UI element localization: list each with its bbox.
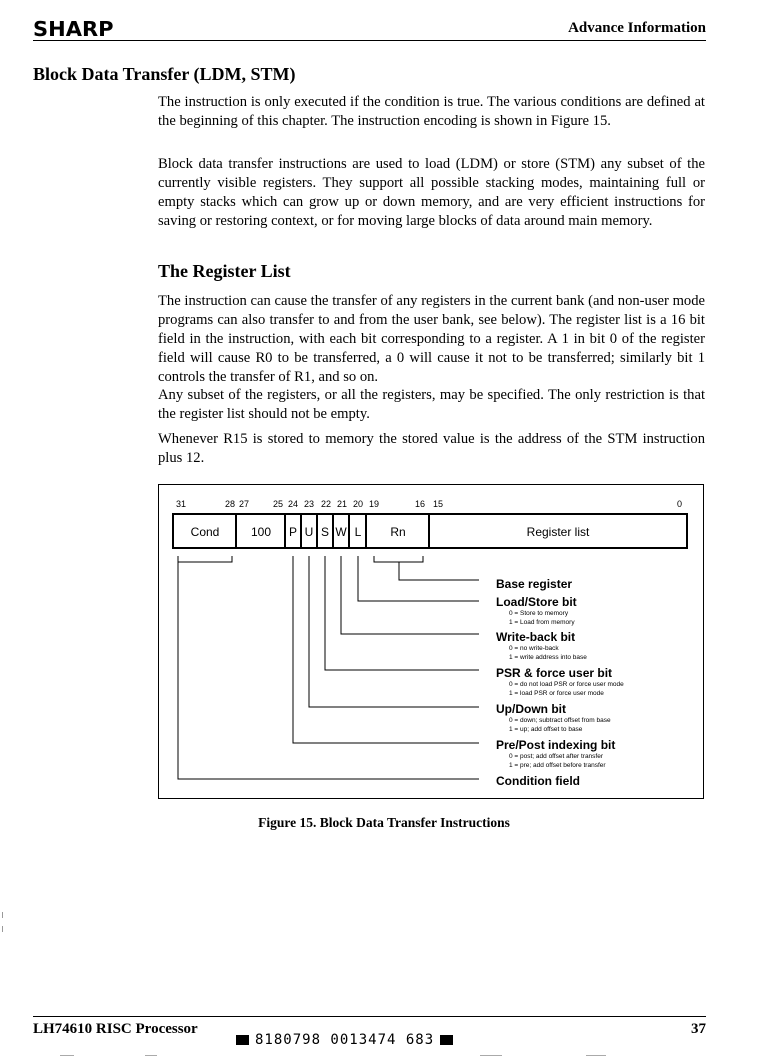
label-psr-force-user-bit: PSR & force user bit <box>496 666 613 680</box>
barcode-digits: 8180798 0013474 683 <box>255 1032 435 1048</box>
label-base-register: Base register <box>496 577 573 591</box>
field-rn: Rn <box>390 525 406 539</box>
label-pre-post-bit: Pre/Post indexing bit <box>496 738 616 752</box>
barcode-line <box>230 1032 459 1048</box>
subheading-register-list: The Register List <box>158 261 291 281</box>
encoding-diagram <box>159 485 705 800</box>
label-psr-0: 0 = do not load PSR or force user mode <box>509 681 624 688</box>
bit-16: 16 <box>415 499 426 509</box>
instruction-encoding-figure <box>158 484 704 799</box>
bit-22: 22 <box>321 499 332 509</box>
bit-20: 20 <box>353 499 364 509</box>
paragraph-subset: Any subset of the registers, or all the registers, may be specified. The only restriction is that the register list should not be empty. <box>158 387 705 422</box>
section-title: Block Data Transfer (LDM, STM) <box>33 64 296 84</box>
bit-31: 31 <box>176 499 187 509</box>
scan-dash <box>145 1055 157 1056</box>
footer-product-name: LH74610 RISC Processor <box>33 1021 198 1037</box>
paragraph-block-transfer: Block data transfer instructions are used to load (LDM) or store (STM) any subset of the currently visible registers. They support all possible stacking modes, maintaining full or empty stacks which can grow up or down memory, and are very efficient instructions for saving or restoring context, or for moving large blocks of data around main memory. <box>158 156 705 229</box>
header-rule <box>33 40 706 41</box>
field-opcode: 100 <box>250 525 272 539</box>
bit-23: 23 <box>304 499 315 509</box>
bit-25: 25 <box>273 499 284 509</box>
bit-0: 0 <box>677 499 683 509</box>
label-condition-field: Condition field <box>496 774 580 788</box>
field-p: P <box>288 525 298 539</box>
bit-24: 24 <box>288 499 299 509</box>
scan-mark <box>2 912 3 918</box>
label-ud-0: 0 = down; subtract offset from base <box>509 717 611 724</box>
field-s: S <box>320 525 330 539</box>
bit-28: 28 <box>225 499 236 509</box>
field-register-list: Register list <box>526 525 590 539</box>
scan-dash <box>586 1055 606 1056</box>
bit-15: 15 <box>433 499 444 509</box>
bit-21: 21 <box>337 499 348 509</box>
l-leader <box>358 556 479 601</box>
label-wb-1: 1 = write address into base <box>509 654 587 661</box>
label-wb-0: 0 = no write-back <box>509 645 559 652</box>
bit-19: 19 <box>369 499 380 509</box>
header-advance-information: Advance Information <box>568 20 706 36</box>
barcode-block-right <box>440 1035 453 1045</box>
w-leader <box>341 556 479 634</box>
u-leader <box>309 556 479 707</box>
bit-27: 27 <box>239 499 250 509</box>
footer-rule <box>33 1016 706 1017</box>
field-cond: Cond <box>190 525 220 539</box>
label-load-store-bit: Load/Store bit <box>496 595 577 609</box>
field-w: W <box>335 525 347 539</box>
page-number: 37 <box>691 1021 706 1037</box>
paragraph-condition: The instruction is only executed if the condition is true. The various conditions are defined at the beginning of this chapter. The instruction encoding is shown in Figure 15. <box>158 94 705 129</box>
rn-leader <box>399 562 479 580</box>
paragraph-r15: Whenever R15 is stored to memory the stored value is the address of the STM instruction plus 12. <box>158 431 705 466</box>
field-l: L <box>354 525 362 539</box>
paragraph-register-list: The instruction can cause the transfer of any registers in the current bank (and non-user mode programs can also transfer to and from the user bank, see below). The register list is a 16 bit field in the instruction, with each bit corresponding to a register. A 1 in bit 0 of the register field will cause R0 to be transferred, a 0 will cause it not to be transferred; similarly bit 1 controls the transfer of R1, and so on. <box>158 293 705 385</box>
scan-dash <box>60 1055 74 1056</box>
label-psr-1: 1 = load PSR or force user mode <box>509 690 604 697</box>
label-ls-1: 1 = Load from memory <box>509 619 575 626</box>
sharp-logo: SHARP <box>33 17 114 41</box>
label-ud-1: 1 = up; add offset to base <box>509 726 583 733</box>
figure-caption: Figure 15. Block Data Transfer Instructions <box>258 815 510 830</box>
cond-bracket <box>178 556 232 562</box>
label-pp-0: 0 = post; add offset after transfer <box>509 753 604 760</box>
barcode-block-left <box>236 1035 249 1045</box>
label-write-back-bit: Write-back bit <box>496 630 576 644</box>
scan-mark <box>2 926 3 932</box>
label-up-down-bit: Up/Down bit <box>496 702 566 716</box>
scan-dash <box>480 1055 502 1056</box>
label-pp-1: 1 = pre; add offset before transfer <box>509 762 606 769</box>
rn-bracket <box>374 556 423 562</box>
field-u: U <box>304 525 314 539</box>
label-ls-0: 0 = Store to memory <box>509 610 569 617</box>
p-leader <box>293 556 479 743</box>
s-leader <box>325 556 479 670</box>
